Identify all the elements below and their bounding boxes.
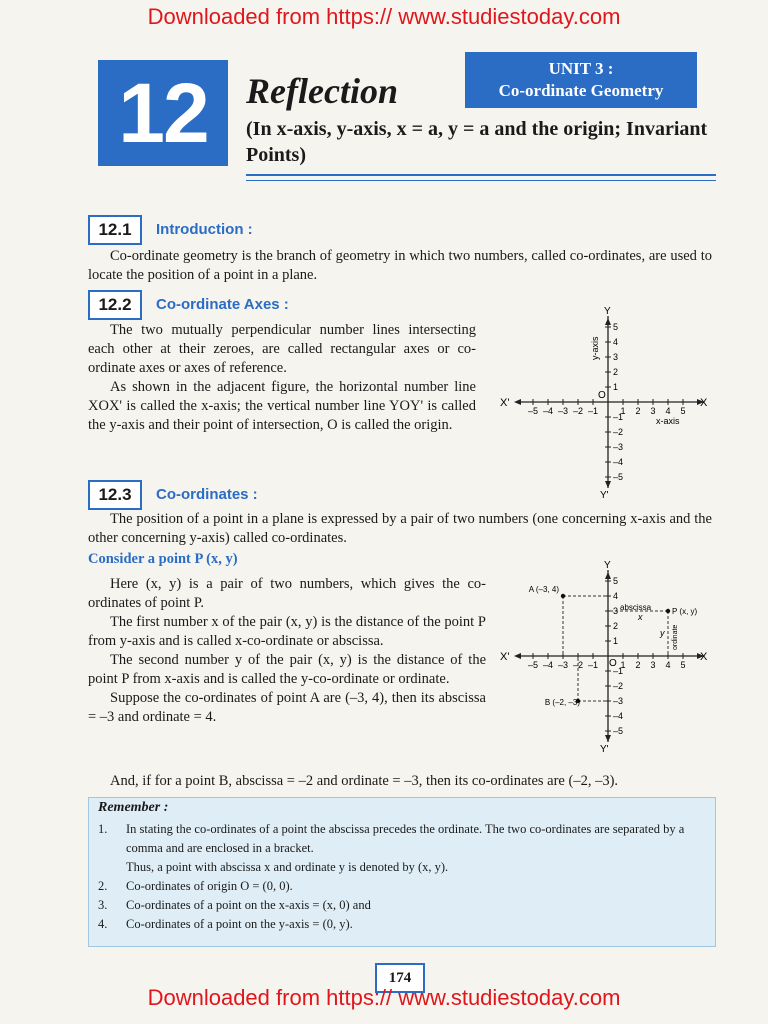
- x-tick-label: –5: [527, 406, 539, 416]
- x-axis-caption: x-axis: [656, 416, 680, 426]
- remember-item-number: 4.: [98, 917, 108, 931]
- y-axis-caption: y-axis: [590, 336, 600, 360]
- x-tick-label: 3: [650, 660, 656, 670]
- x-prime-label: X': [500, 651, 510, 663]
- remember-item-text: Co-ordinates of a point on the x-axis = (x, 0) and: [126, 898, 371, 912]
- x-tick-label: –4: [542, 406, 554, 416]
- point-marker: [666, 609, 670, 613]
- y-tick-label: 4: [613, 591, 619, 601]
- axes-text: [88, 321, 476, 435]
- point-marker: [561, 594, 565, 598]
- axes-paragraph-1: The two mutually perpendicular number lines intersecting each other at their zeroes, are called rectangular axes or co-ordinate axes or axes of reference.: [88, 322, 476, 376]
- section-heading-coordinates: Co-ordinates :: [156, 486, 258, 503]
- x-tick-label: –1: [587, 660, 599, 670]
- y-tick-label: 3: [613, 606, 619, 616]
- y-tick-label: 3: [613, 352, 619, 362]
- y-label: Y: [604, 560, 611, 571]
- section-number-12-2: 12.2: [88, 290, 142, 320]
- intro-paragraph: Co-ordinate geometry is the branch of geometry in which two numbers, called co-ordinates, are used to locate the position of a point in a plane.: [88, 248, 712, 283]
- section-number-12-3: 12.3: [88, 480, 142, 510]
- abscissa-label: abscissa: [620, 603, 652, 612]
- remember-item: [98, 915, 702, 934]
- y-tick-label: –1: [613, 412, 624, 422]
- y-prime-arrow-icon: [605, 481, 611, 488]
- remember-item-text: Co-ordinates of origin O = (0, 0).: [126, 879, 293, 893]
- y-label: Y: [604, 306, 611, 317]
- remember-item: [98, 896, 702, 915]
- ordinate-label: ordinate: [672, 624, 679, 650]
- remember-item-number: 2.: [98, 879, 108, 893]
- y-tick-label: –2: [613, 681, 624, 691]
- point-coordinates-figure: [496, 558, 716, 754]
- consider-paragraph-2: The first number x of the pair (x, y) is the distance of the point P from y-axis and is called x-co-ordinate or abscissa.: [88, 614, 486, 649]
- x-tick-label: –4: [542, 660, 554, 670]
- x-tick-label: 4: [665, 406, 671, 416]
- x-prime-arrow-icon: [514, 399, 521, 405]
- y-tick-label: 2: [613, 621, 619, 631]
- watermark-top: Downloaded from https:// www.studiestoday.com: [147, 4, 621, 29]
- x-prime-label: X': [500, 397, 510, 409]
- unit-label: UNIT 3 :: [548, 59, 614, 78]
- chapter-subtitle: (In x-axis, y-axis, x = a, y = a and the origin; Invariant Points): [246, 118, 708, 166]
- y-tick-label: –5: [613, 472, 624, 482]
- x-tick-label: 1: [620, 660, 626, 670]
- y-tick-label: –4: [613, 457, 624, 467]
- consider-paragraph-4: Suppose the co-ordinates of point A are (–3, 4), then its abscissa = –3 and ordinate = 4.: [88, 690, 486, 725]
- y-tick-label: –5: [613, 726, 624, 736]
- remember-item: [98, 877, 702, 896]
- point-label: A (–3, 4): [528, 585, 559, 594]
- consider-text: [88, 575, 486, 727]
- y-prime-label: Y': [600, 490, 609, 500]
- remember-item-text: Thus, a point with abscissa x and ordinate y is denoted by (x, y).: [126, 860, 449, 874]
- title-rule: [246, 174, 716, 176]
- title-rule-thin: [246, 180, 716, 181]
- y-prime-arrow-icon: [605, 735, 611, 742]
- y-tick-label: 5: [613, 576, 619, 586]
- coordinate-axes-figure: [496, 304, 716, 500]
- x-distance-label: x: [638, 612, 643, 622]
- remember-item-number: [98, 858, 126, 877]
- x-tick-label: 2: [635, 660, 641, 670]
- remember-list: [98, 820, 702, 934]
- x-tick-label: –3: [557, 406, 569, 416]
- y-tick-label: 4: [613, 337, 619, 347]
- coordinates-paragraph: The position of a point in a plane is expressed by a pair of two numbers (one concerning x-axis and the other concerning y-axis) called co-ordinates.: [88, 511, 712, 546]
- x-tick-label: –3: [557, 660, 569, 670]
- x-tick-label: –1: [587, 406, 599, 416]
- section-heading-axes: Co-ordinate Axes :: [156, 296, 289, 313]
- y-tick-label: –4: [613, 711, 624, 721]
- y-tick-label: –1: [613, 666, 624, 676]
- remember-item-number: 3.: [98, 898, 108, 912]
- remember-item: [98, 858, 702, 877]
- consider-heading: Consider a point P (x, y): [88, 551, 238, 567]
- x-label: X: [700, 397, 708, 409]
- point-label: B (–2, –3): [544, 698, 580, 707]
- axes-paragraph-2: As shown in the adjacent figure, the horizontal number line XOX' is called the x-axis; the vertical number line YOY' is called the y-axis and their point of intersection, O is called the origin.: [88, 379, 476, 433]
- remember-item-number: 1.: [98, 822, 108, 836]
- y-tick-label: 1: [613, 382, 619, 392]
- unit-topic: Co-ordinate Geometry: [498, 81, 664, 100]
- section-number-12-1: 12.1: [88, 215, 142, 245]
- chapter-title: Reflection: [246, 71, 398, 111]
- origin-label: O: [609, 658, 617, 669]
- x-tick-label: 5: [680, 406, 686, 416]
- y-tick-label: –3: [613, 442, 624, 452]
- remember-item-text: In stating the co-ordinates of a point the abscissa precedes the ordinate. The two co-ordinates are separated by a comma and are enclosed in a bracket.: [126, 822, 685, 855]
- point-label: P (x, y): [672, 607, 698, 616]
- remember-item: [98, 820, 702, 858]
- origin-label: O: [598, 390, 606, 401]
- y-tick-label: –3: [613, 696, 624, 706]
- y-tick-label: 2: [613, 367, 619, 377]
- page-number: 174: [375, 963, 425, 993]
- consider-paragraph-1: Here (x, y) is a pair of two numbers, which gives the co-ordinates of point P.: [88, 576, 486, 611]
- x-tick-label: 3: [650, 406, 656, 416]
- y-tick-label: 1: [613, 636, 619, 646]
- y-distance-label: y: [660, 628, 665, 638]
- y-prime-label: Y': [600, 744, 609, 754]
- x-tick-label: –2: [572, 406, 584, 416]
- x-tick-label: –2: [572, 660, 584, 670]
- x-prime-arrow-icon: [514, 653, 521, 659]
- x-tick-label: 1: [620, 406, 626, 416]
- chapter-number-box: 12: [98, 60, 228, 166]
- consider-paragraph-5: And, if for a point B, abscissa = –2 and ordinate = –3, then its co-ordinates are (–2, –3).: [110, 773, 619, 789]
- y-tick-label: 5: [613, 322, 619, 332]
- remember-item-text: Co-ordinates of a point on the y-axis = (0, y).: [126, 917, 353, 931]
- x-label: X: [700, 651, 708, 663]
- x-tick-label: –5: [527, 660, 539, 670]
- remember-title: Remember :: [98, 800, 169, 815]
- y-arrow-icon: [605, 572, 611, 579]
- x-tick-label: 2: [635, 406, 641, 416]
- watermark-bottom: Downloaded from https:// www.studiestoday.com: [147, 985, 621, 1010]
- unit-badge: [465, 52, 697, 108]
- x-tick-label: 4: [665, 660, 671, 670]
- section-heading-introduction: Introduction :: [156, 221, 253, 238]
- y-tick-label: –2: [613, 427, 624, 437]
- consider-paragraph-3: The second number y of the pair (x, y) is the distance of the point P from x-axis and is called the y-co-ordinate or ordinate.: [88, 652, 486, 687]
- x-tick-label: 5: [680, 660, 686, 670]
- y-arrow-icon: [605, 318, 611, 325]
